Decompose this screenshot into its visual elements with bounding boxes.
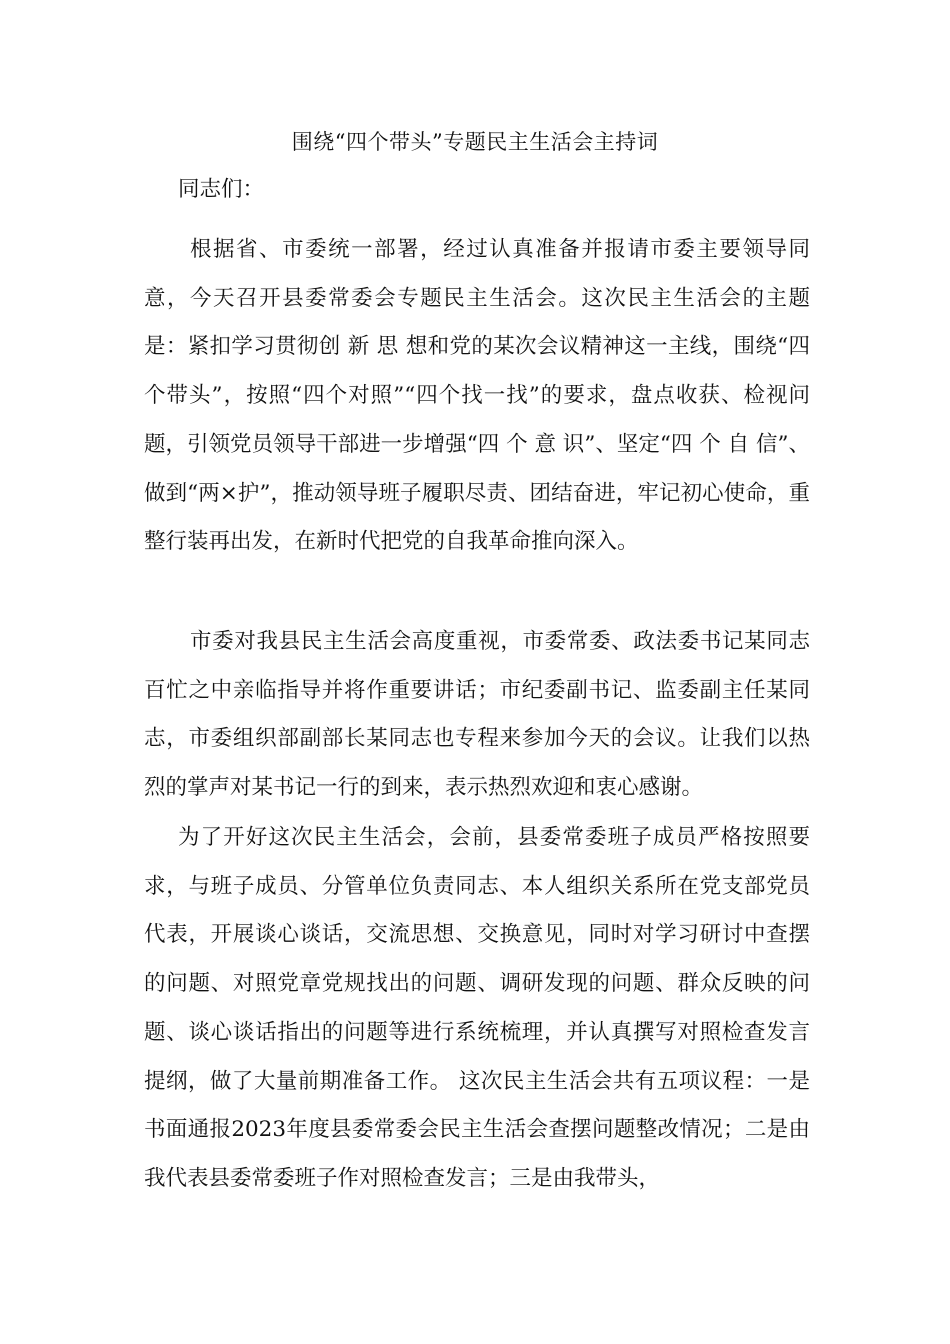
paragraph-preparation: 为了开好这次民主生活会，会前，县委常委班子成员严格按照要求，与班子成员、分管单位负责同志、本人组织关系所在党支部党员代表，开展谈心谈话，交流思想、交换意见，同时对学习研讨中查摆的问题、对照党章党规找出的问题、调研发现的问题、群众反映的问题、谈心谈话指出的问题等进行系统梳理，并认真撰写对照检查发言提纲，做了大量前期准备工作。 这次民主生活会共有五项议程：一是书面通报2023年度县委常委会民主生活会查摆问题整改情况；二是由我代表县委常委班子作对照检查发言；三是由我带头，	[144, 825, 810, 1191]
document-title: 围绕“四个带头”专题民主生活会主持词	[291, 130, 659, 154]
paragraph-welcome: 市委对我县民主生活会高度重视，市委常委、政法委书记某同志百忙之中亲临指导并将作重要讲话；市纪委副书记、监委副主任某同志，市委组织部副部长某同志也专程来参加今天的会议。让我们以热烈的掌声对某书记一行的到来，表示热烈欢迎和衷心感谢。	[144, 629, 810, 801]
salutation: 同志们：	[178, 177, 265, 202]
paragraph-theme: 根据省、市委统一部署，经过认真准备并报请市委主要领导同意，今天召开县委常委会专题民主生活会。这次民主生活会的主题是：紧扣学习贯彻创 新 思 想和党的某次会议精神这一主线，围绕“四个带头”，按照“四个对照”“四个找一找”的要求，盘点收获、检视问题，引领党员领导干部进一步增强“四 个 意 识”、坚定“四 个 自 信”、做到“两×护”，推动领导班子履职尽责、团结奋进，牢记初心使命，重整行装再出发，在新时代把党的自我革命推向深入。	[144, 237, 810, 555]
